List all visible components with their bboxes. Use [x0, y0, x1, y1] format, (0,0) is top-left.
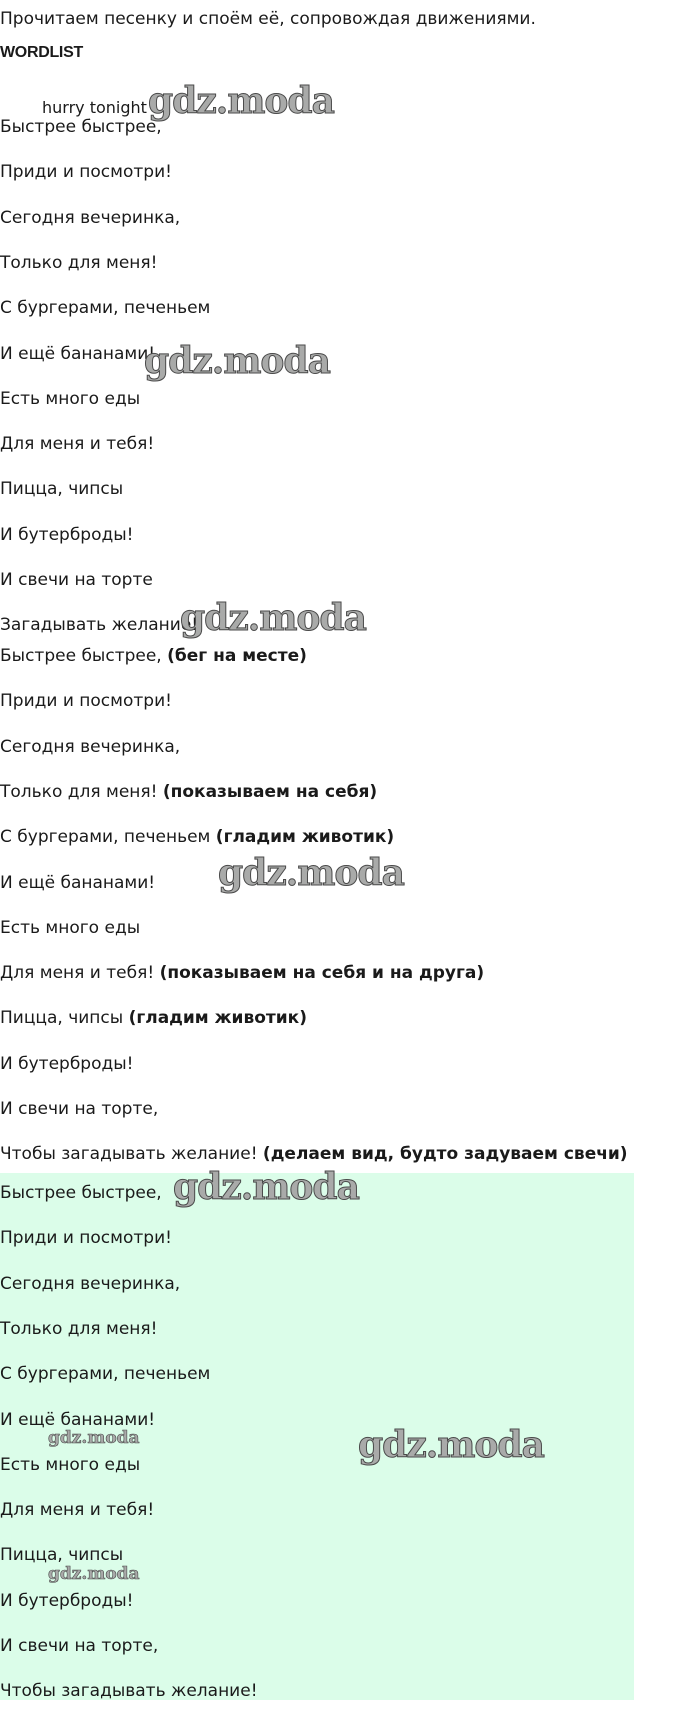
lyric-text: Сегодня вечеринка,: [0, 737, 181, 757]
lyric-line: [0, 343, 155, 365]
watermark: gdz.moda: [48, 1428, 140, 1448]
watermark: gdz.moda: [180, 597, 366, 639]
lyric-text: Пицца, чипсы: [0, 1008, 124, 1028]
wordlist-partial-row: hurry tonight: [42, 98, 147, 117]
lyric-text: Сегодня вечеринка,: [0, 1274, 181, 1294]
movement-instruction: (гладим животик): [215, 827, 395, 847]
wordlist-title: WORDLIST: [0, 44, 83, 61]
lyric-line: [0, 1053, 134, 1075]
lyric-line: [0, 1499, 154, 1521]
lyric-text: С бургерами, печеньем: [0, 298, 211, 318]
movement-instruction: (бег на месте): [167, 646, 307, 666]
lyric-line: [0, 917, 140, 939]
watermark: gdz.moda: [358, 1424, 544, 1466]
watermark: gdz.moda: [218, 852, 404, 894]
lyric-text: И ещё бананами!: [0, 873, 156, 893]
watermark: gdz.moda: [148, 80, 334, 122]
lyric-line: [0, 736, 180, 758]
lyric-line: [0, 690, 172, 712]
lyric-text: Есть много еды: [0, 1455, 141, 1475]
lyric-line: [0, 433, 154, 455]
lyric-text: И свечи на торте: [0, 570, 153, 590]
lyric-line: [0, 826, 394, 848]
lyric-text: Только для меня!: [0, 253, 158, 273]
lyric-text: Есть много еды: [0, 389, 141, 409]
lyric-line: [0, 252, 157, 274]
lyric-line: [0, 297, 210, 319]
lyric-line: [0, 1544, 123, 1566]
lyric-text: Чтобы загадывать желание!: [0, 1681, 258, 1701]
lyric-line: [0, 1363, 210, 1385]
lyric-line: [0, 569, 153, 591]
lyric-line: [0, 781, 377, 803]
lyric-line: [0, 1454, 140, 1476]
lyric-text: И бутерброды!: [0, 525, 134, 545]
movement-instruction: (делаем вид, будто задуваем свечи): [262, 1144, 628, 1164]
lyric-text: Для меня и тебя!: [0, 963, 155, 983]
lyric-line: [0, 1318, 157, 1340]
lyric-line: [0, 1098, 158, 1120]
lyric-line: [0, 524, 134, 546]
lyric-text: Сегодня вечеринка,: [0, 208, 181, 228]
lyric-text: И ещё бананами!: [0, 344, 156, 364]
lyric-text: Быстрее быстрее,: [0, 117, 162, 137]
lyric-text: Приди и посмотри!: [0, 1228, 172, 1248]
lyric-text: С бургерами, печеньем: [0, 827, 211, 847]
lyric-text: Для меня и тебя!: [0, 434, 155, 454]
lyric-text: Для меня и тебя!: [0, 1500, 155, 1520]
lyric-line: [0, 872, 155, 894]
lyric-text: Есть много еды: [0, 918, 141, 938]
lyric-text: И свечи на торте,: [0, 1099, 159, 1119]
watermark: gdz.moda: [173, 1166, 359, 1208]
intro-text: Прочитаем песенку и споём её, сопровождая движениями.: [0, 9, 536, 29]
lyric-line: [0, 1680, 258, 1702]
lyric-line: [0, 1227, 172, 1249]
watermark: gdz.moda: [144, 340, 330, 382]
movement-instruction: (гладим животик): [128, 1008, 307, 1028]
lyric-line: [0, 1007, 307, 1029]
lyric-line: [0, 1635, 158, 1657]
lyric-text: Загадывать желание!: [0, 615, 199, 635]
lyric-text: Быстрее быстрее,: [0, 646, 162, 666]
movement-instruction: (показываем на себя и на друга): [159, 963, 485, 983]
lyric-line: [0, 645, 307, 667]
lyric-line: [0, 116, 162, 138]
lyric-text: Пицца, чипсы: [0, 479, 124, 499]
lyric-text: И свечи на торте,: [0, 1636, 159, 1656]
lyric-line: [0, 161, 172, 183]
lyric-text: И ещё бананами!: [0, 1410, 156, 1430]
lyric-line: [0, 614, 198, 636]
watermark: gdz.moda: [48, 1564, 140, 1584]
lyric-text: И бутерброды!: [0, 1591, 134, 1611]
lyric-text: Приди и посмотри!: [0, 162, 172, 182]
lyric-line: [0, 388, 140, 410]
lyric-text: Только для меня!: [0, 1319, 158, 1339]
lyric-line: [0, 962, 484, 984]
lyric-line: [0, 1590, 134, 1612]
lyric-text: С бургерами, печеньем: [0, 1364, 211, 1384]
lyric-line: [0, 1273, 180, 1295]
lyric-text: И бутерброды!: [0, 1054, 134, 1074]
lyric-text: Только для меня!: [0, 782, 158, 802]
lyric-text: Приди и посмотри!: [0, 691, 172, 711]
lyric-line: [0, 1143, 628, 1165]
lyric-line: [0, 1182, 162, 1204]
lyric-text: Чтобы загадывать желание!: [0, 1144, 258, 1164]
lyric-line: [0, 478, 123, 500]
lyric-text: Пицца, чипсы: [0, 1545, 124, 1565]
lyric-line: [0, 207, 180, 229]
movement-instruction: (показываем на себя): [162, 782, 378, 802]
lyric-text: Быстрее быстрее,: [0, 1183, 162, 1203]
